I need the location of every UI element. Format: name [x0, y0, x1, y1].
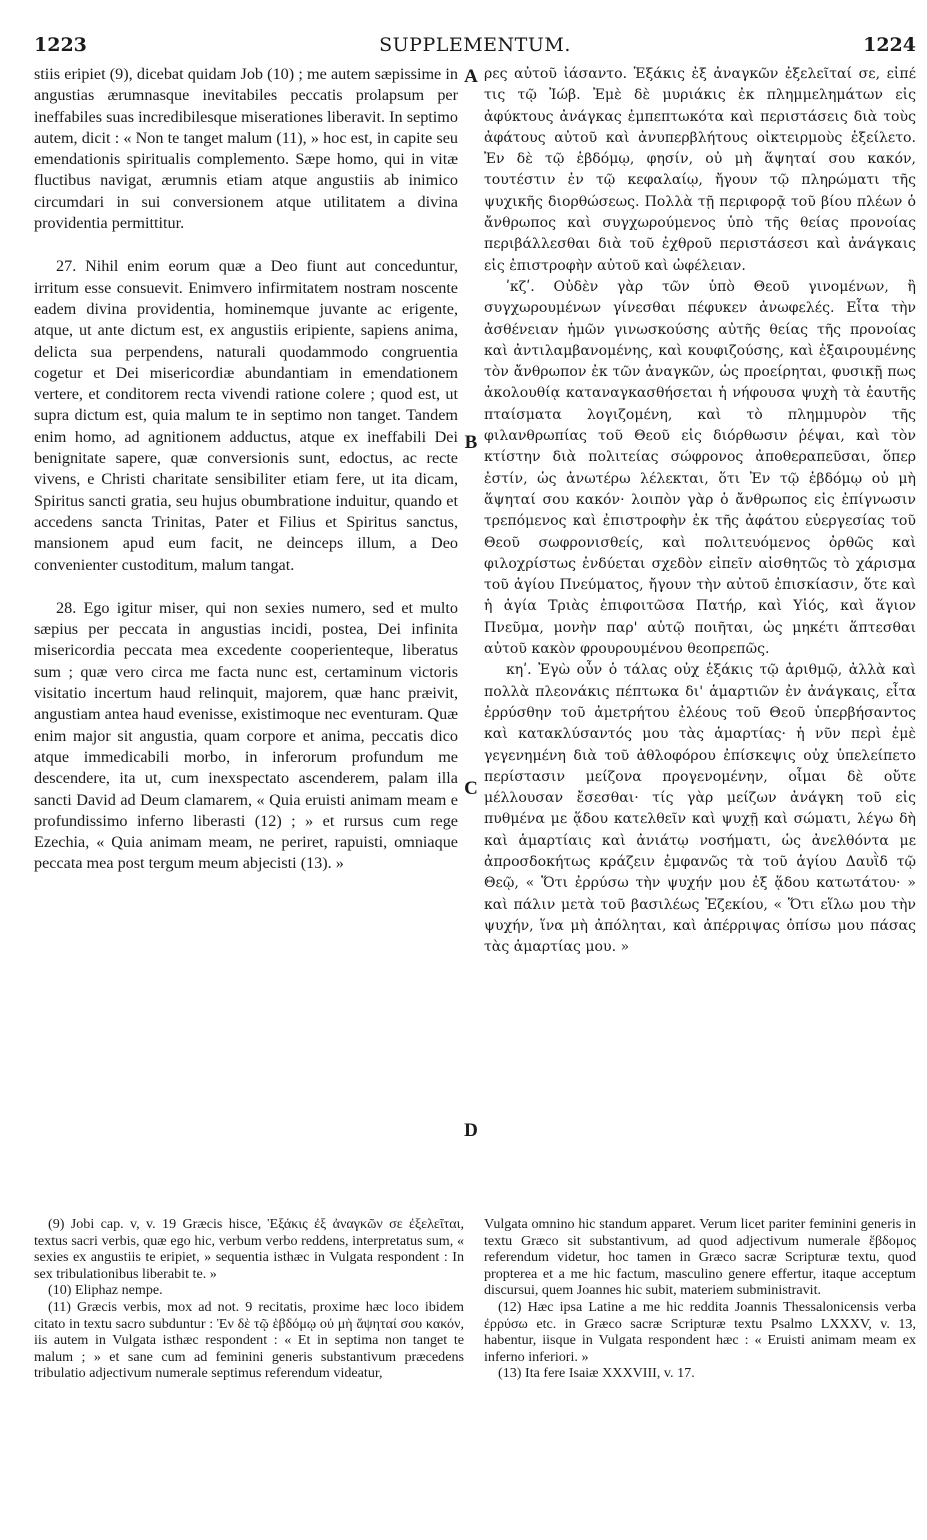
latin-paragraph: stiis eripiet (9), dicebat quidam Job (10) ; me autem sæpissime in angustias ærumnasque inevitabiles peccatis prolapsum per ineffabiles suas incredibilesque miserationes liberavit. In septimo autem, dicit : « Non te tanget malum (11), » hoc est, in capite seu emendationis spiritualis complemento. Sæpe homo, qui in vitæ fluctibus navigat, ærumnis etiam atque angustiis ab inimico circumdari in sui conversionem atque utilitatem a divina providentia permittitur. — [34, 65, 458, 233]
running-title: SUPPLEMENTUM. — [379, 34, 571, 56]
greek-paragraph: ρες αὐτοῦ ἰάσαντο. Ἑξάκις ἐξ ἀναγκῶν ἐξελεῖταί σε, εἰπέ τις τῷ Ἰώβ. Ἐμὲ δὲ μυριάκις ἐκ πλημμελημάτων εἰς ἀφύκτους ἀνάγκας ἐμπεπτωκότα καὶ περιστάσεις διὰ τοὺς ἀφάτους αὐτοῦ καὶ ἀνυπερβλήτους οἰκτειρμοὺς ἐξείλετο. Ἐν δὲ τῷ ἑβδόμῳ, φησίν, οὐ μὴ ἅψηταί σου κακόν, τουτέστιν ἐν τῷ κεφαλαίῳ, ἤγουν τῷ πληρώματι τῆς ψυχικῆς διορθώσεως. Πολλὰ τῇ περιφορᾷ τοῦ βίου πλέων ὁ ἄνθρωπος καὶ συγχωρούμενος ὑπὸ τῆς θείας προνοίας περιβάλλεσθαι διὰ τοῦ ἐχθροῦ περιστάσεσι καὶ ἀνάγκαις εἰς ἐπιστροφὴν αὐτοῦ καὶ ὠφέλειαν. — [484, 66, 916, 274]
running-header — [34, 34, 916, 58]
footnote-continuation: Vulgata omnino hic standum apparet. Verum licet pariter feminini generis in textu Græco sit substantivum, ad quod adjectivum numerale ἕβδομος referendum videtur, hoc tamen in Græco sacræ Scripturæ textu, quod propterea et a me hic factum, masculino genere effertur, itaque acceptum discursui, quem Joannes hic subit, materiem subministravit. — [484, 1216, 916, 1299]
greek-paragraph: ʹκζʹ. Οὐδὲν γὰρ τῶν ὑπὸ Θεοῦ γινομένων, ἢ συγχωρουμένων γίνεσθαι πέφυκεν ἀνωφελές. Εἶτα τὴν ἀσθένειαν ἡμῶν γινωσκούσης αὐτῆς θείας τῆς προνοίας καὶ ἀντιλαμβανομένης, καὶ κουφιζούσης, καὶ ἐξαιρουμένης τὸν ἄνθρωπον ἐκ τῶν ἀναγκῶν, ὡς προείρηται, φυσικῇ πως ἀκολουθίᾳ καταναγκασθήσεται ἡ νήφουσα ψυχὴ τὰ ἑαυτῆς πταίσματα λογιζομένη, καὶ τὸ πλημμυρὸν τῆς φιλανθρωπίας τοῦ Θεοῦ εἰς διόρθωσιν ῥέψαι, καὶ τὸν κτίστην διὰ πολιτείας σώφρονος ἀποθεραπεῦσαι, ὅπερ ἐστίν, ὡς ἀνωτέρω λέλεκται, ὅτι Ἐν τῷ ἑβδόμῳ οὐ μὴ ἅψηταί σου κακόν· λοιπὸν γὰρ ὁ ἄνθρωπος εἰς ἐπίγνωσιν τρεπόμενος καὶ ἐπιστροφὴν ἐκ τῆς ἀφάτου εὐεργεσίας τοῦ Θεοῦ σωφρονισθείς, καὶ πολιτευόμενος ὀρθῶς καὶ φιλοχρίστως ἐνδύεται σχεδὸν εἰπεῖν αἰσθητῶς τὸ χάρισμα τοῦ ἁγίου Πνεύματος, ἤγουν τὴν αὐτοῦ ἐπισκίασιν, ὅτε καὶ ἡ ἁγία Τριὰς ἐπιφοιτῶσα Πατήρ, καὶ Υἱός, καὶ ἅγιον Πνεῦμα, μονὴν παρ' αὐτῷ ποιῆται, ὡς μηκέτι ἅπτεσθαι αὐτοῦ κακὸν φρουρουμένου θεοπρεπῶς. — [484, 278, 916, 658]
footnote: (13) Ita fere Isaiæ XXXVIII, v. 17. — [498, 1365, 695, 1382]
latin-column — [34, 64, 458, 1209]
footnote: (12) Hæc ipsa Latine a me hic reddita Joannis Thessalonicensis verba ἐρρύσω etc. in Græco sacræ Scripturæ textu Psalmo LXXXV, v. 13, habentur, iisque in Vulgata respondent hæc : « Eruisti animam meam ex inferno inferiori. » — [484, 1298, 916, 1365]
page-number-left: 1223 — [34, 34, 87, 56]
section-marker-d: D — [464, 1120, 478, 1141]
page-number-right: 1224 — [863, 34, 916, 56]
footnote: (11) Græcis verbis, mox ad not. 9 recitatis, proxime hæc loco ibidem citato in textu sacro subduntur : Ἐν δὲ τῷ ἑβδόμῳ οὐ μὴ ἅψηταί σου κακόν, iis autem in Vulgata isthæc respondent : « Et in septima non tanget te malum ; » et sane cum ad feminini generis substantivum præcedens tribulatio adjectivum numerale septimus referendum videatur, — [34, 1298, 464, 1382]
footnotes-left — [34, 1216, 464, 1504]
footnote: (9) Jobi cap. v, v. 19 Græcis hisce, Ἑξάκις ἐξ ἀναγκῶν σε ἐξελεῖται, textus sacri verbis, quæ ego hic, verbum verbo reddens, interpretatus sum, « sexies ex angustiis te eripiet, » sequentia isthæc in Vulgata respondent : In sex tribulationibus liberabit te. » — [34, 1216, 464, 1282]
greek-column — [484, 64, 916, 1174]
greek-paragraph: κηʹ. Ἐγὼ οὖν ὁ τάλας οὐχ ἑξάκις τῷ ἀριθμῷ, ἀλλὰ καὶ πολλὰ πλεονάκις πέπτωκα δι' ἁμαρτιῶν ἐν ἀνάγκαις, εἶτα ἐρρύσθην τοῦ ἀμετρήτου ἐλέους τοῦ Θεοῦ ὑπερβήσαντος καὶ κατακλύσαντός μου τὰς ἁμαρτίας· ἡ νῦν περὶ ἐμὲ γεγενημένη διὰ τοῦ ἀθλοφόρου ἐπίσκεψις οὐχ ὑπελείπετο περίστασιν μείζονα προγενομένην, οἶμαι δὲ οὔτε μέλλουσαν ἔσεσθαι· τίς γὰρ μείζων ἀνάγκη τοῦ εἰς πυθμένα με ᾅδου κατελθεῖν καὶ ψυχῇ καὶ σώματι, λέγω δὴ καὶ ἁμαρτίαις καὶ ἀνιάτῳ νοσήματι, ὡς ἀνελθόντα με ἀπροσδοκήτως κράζειν ἐμφανῶς τὰ τοῦ ἁγίου Δαυῒδ τῷ Θεῷ, « Ὅτι ἐρρύσω τὴν ψυχήν μου ἐξ ᾅδου κατωτάτου· » καὶ πάλιν μετὰ τοῦ βασιλέως Ἐζεκίου, « Ὅτι εἵλω μου τὴν ψυχήν, ἵνα μὴ ἀπόληται, καὶ ἀπέρριψας ὀπίσω μου πάσας τὰς ἁμαρτίας μου. » — [484, 662, 916, 956]
section-marker-c: C — [464, 778, 478, 799]
section-marker-a: A — [464, 66, 478, 87]
footnote: (10) Eliphaz nempe. — [48, 1282, 163, 1299]
latin-paragraph: 27. Nihil enim eorum quæ a Deo fiunt aut conceduntur, irritum esse consuevit. Enimvero infirmitatem nostram noscente eadem divina providentia, hominemque juvante ac erigente, atque, ut ante dictum est, ex angustiis eripiente, sapiens anima, delicta sua perpendens, naturali quodammodo congruentia cogetur et Dei misericordiæ abundantiam in emendationem vertere, et conditorem recta vivendi ratione colere ; quod est, ut supra dictum est, quia malum te in septimo non tanget. Tandem enim homo, ad agnitionem adductus, atque ex ineffabili Dei benignitate sapere, quæ conversionis sunt, edoctus, ac recte vivens, e Christi charitate sensibiliter etiam fere, ut ita dicam, Spiritus sancti gratia, seu hujus obumbratione induitur, quando et accedens sancta Trinitas, Pater et Filius et Spiritus sanctus, mansionem apud eum facit, ne deinceps illum, a Deo convenienter custoditum, malum tangat. — [34, 257, 458, 574]
latin-paragraph: 28. Ego igitur miser, qui non sexies numero, sed et multo sæpius per peccata in angustias incidi, postea, Dei infinita misericordia peccata mea excedente cooperienteque, liberatus sum ; quæ vero circa me facta nunc est, certaminum victoris visitatio incertum haud relinquit, majorem, quæ hanc præivit, angustiam antea haud evenisse, existimoque nec eventuram. Quæ enim major sit angustia, quam corpore et anima, peccatis dico atque immedicabili morbo, in inferorum profundum me descendere, ita ut, cum inexspectato ascenderem, palam illa sancti David ad Deum clamarem, « Quia eruisti animam meam e profundissimo inferno liberasti (12) ; » et rursus cum rege Ezechia, « Quia animam meam, ne periret, rapuisti, omniaque peccata mea post tergum meum abjecisti (13). » — [34, 598, 458, 873]
footnotes-right — [484, 1216, 916, 1504]
section-marker-b: B — [464, 432, 478, 453]
